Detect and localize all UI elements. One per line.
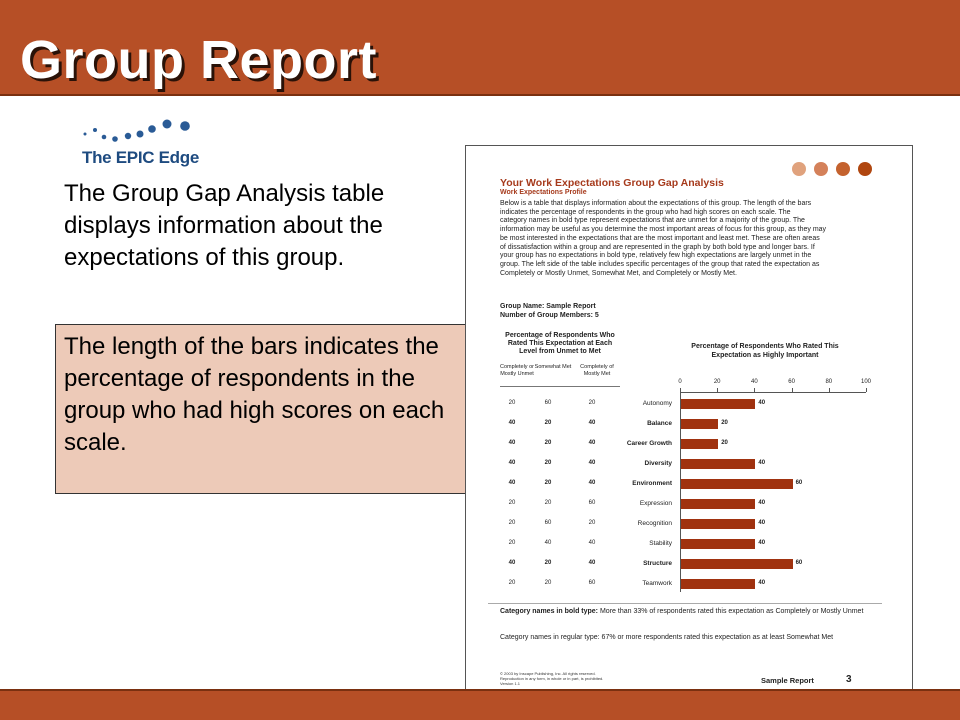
somewhat-value: 20 <box>544 480 552 486</box>
copyright-line: © 2003 by Inscape Publishing, Inc. All rights reserved. <box>500 671 596 676</box>
chart-bar <box>681 479 793 489</box>
somewhat-value: 20 <box>544 440 552 446</box>
footnote-bold-type <box>500 607 890 616</box>
col-header-unmet: Completely or Mostly Unmet <box>500 364 534 377</box>
bar-value-label: 40 <box>758 540 766 546</box>
met-value: 40 <box>588 560 596 566</box>
report-title: Your Work Expectations Group Gap Analysis <box>500 177 724 189</box>
x-tick-label: 40 <box>751 379 758 385</box>
chart-bar <box>681 439 718 449</box>
report-body-line: be most interested in the expectations that are the most important and least met. These are often areas <box>500 234 820 242</box>
met-value: 40 <box>588 420 596 426</box>
somewhat-value: 20 <box>544 420 552 426</box>
left-header-rule <box>500 386 620 387</box>
group-member-count: Number of Group Members: 5 <box>500 312 599 319</box>
met-value: 20 <box>588 400 596 406</box>
unmet-value: 20 <box>508 500 516 506</box>
report-page <box>465 145 913 701</box>
x-tick-label: 0 <box>678 379 682 385</box>
epic-edge-logo <box>82 118 202 173</box>
unmet-value: 40 <box>508 560 516 566</box>
report-subtitle: Work Expectations Profile <box>500 189 587 196</box>
report-body-line: your group has no expectations in bold type, relatively few high expectations are largely unmet in the <box>500 252 812 260</box>
report-body-line: group. The left side of the table includes specific percentages of the group that rated the expectation as <box>500 260 820 268</box>
group-name: Group Name: Sample Report <box>500 303 596 310</box>
bar-value-label: 40 <box>758 580 766 586</box>
somewhat-value: 60 <box>544 520 552 526</box>
category-label: Career Growth <box>626 440 672 447</box>
logo-dots-icon <box>82 118 202 150</box>
bar-value-label: 40 <box>758 520 766 526</box>
unmet-value: 20 <box>508 520 516 526</box>
category-label: Autonomy <box>642 400 672 407</box>
copyright-line: Version 1.1 <box>500 681 521 686</box>
bar-value-label: 20 <box>721 420 728 426</box>
met-value: 60 <box>588 580 596 586</box>
met-value: 20 <box>588 520 596 526</box>
bar-value-label: 40 <box>758 460 766 466</box>
bar-value-label: 60 <box>795 560 803 566</box>
chart-bar <box>681 579 755 589</box>
report-body-line: category names in bold type represent expectations that are unmet for a majority of the group. The <box>500 217 805 225</box>
somewhat-value: 20 <box>544 460 552 466</box>
unmet-value: 20 <box>508 580 516 586</box>
category-label: Structure <box>643 560 672 567</box>
bar-value-label: 60 <box>795 480 803 486</box>
col-header-met: Completely of Mostly Met <box>580 364 614 377</box>
title-bar <box>0 0 960 96</box>
chart-bar <box>681 559 793 569</box>
category-label: Teamwork <box>642 580 672 587</box>
page-number: 3 <box>846 674 852 685</box>
footnote-regular-type: Category names in regular type: 67% or more respondents rated this expectation as at least Somewhat Met <box>500 634 834 641</box>
slide-title: Group Report <box>20 30 377 90</box>
dot-icon <box>836 162 850 176</box>
unmet-value: 40 <box>508 440 516 446</box>
category-label: Environment <box>632 480 672 487</box>
somewhat-value: 40 <box>544 540 552 546</box>
chart-bar <box>681 399 755 409</box>
dot-icon <box>814 162 828 176</box>
chart-bar <box>681 459 755 469</box>
callout-box <box>55 324 471 494</box>
chart-bar <box>681 419 718 429</box>
category-label: Stability <box>649 540 672 547</box>
x-tick-label: 20 <box>713 379 721 385</box>
unmet-value: 20 <box>508 540 516 546</box>
somewhat-value: 20 <box>544 580 552 586</box>
report-dots <box>792 162 872 176</box>
report-body-line: Below is a table that displays information about the expectations of this group. The length of the bars <box>500 200 812 207</box>
met-value: 40 <box>588 540 596 546</box>
x-tick-label: 100 <box>860 379 871 385</box>
bar-value-label: 40 <box>758 400 766 406</box>
bar-value-label: 20 <box>721 440 728 446</box>
chart-title: Percentage of Respondents Who Rated This Expectation as Highly Important <box>691 343 839 359</box>
report-body-line: Completely or Mostly Unmet, Somewhat Met, and Completely or Mostly Met. <box>500 269 737 277</box>
x-tick-mark <box>866 388 867 392</box>
chart-bar <box>681 519 755 529</box>
somewhat-value: 20 <box>544 560 552 566</box>
chart-bar <box>681 539 755 549</box>
met-value: 40 <box>588 480 596 486</box>
category-label: Recognition <box>637 520 672 527</box>
somewhat-value: 20 <box>544 500 552 506</box>
bar-value-label: 40 <box>758 500 766 506</box>
report-body-line: information may be useful as you determine the most important areas of focus for this group, as they may <box>500 226 827 234</box>
met-value: 40 <box>588 460 596 466</box>
footnote-rule <box>488 603 882 604</box>
left-table-header: Percentage of Respondents Who Rated This Expectation at Each Level from Unmet to Met <box>505 332 615 355</box>
x-tick-label: 60 <box>788 379 795 385</box>
x-axis-line <box>680 392 866 393</box>
met-value: 40 <box>588 440 596 446</box>
dot-icon <box>858 162 872 176</box>
report-body <box>500 200 880 278</box>
callout-text: The length of the bars indicates the percentage of respondents in the group who had high scores on each scale. <box>64 333 445 456</box>
met-value: 60 <box>588 500 596 506</box>
copyright <box>500 671 690 686</box>
category-label: Expression <box>639 500 672 507</box>
somewhat-value: 60 <box>544 400 552 406</box>
report-footer-label: Sample Report <box>761 676 814 685</box>
x-tick-label: 80 <box>825 379 833 385</box>
category-label: Balance <box>647 420 672 427</box>
bottom-bar <box>0 689 960 720</box>
chart-bar <box>681 499 755 509</box>
copyright-line: Reproduction in any form, in whole or in part, is prohibited. <box>500 676 604 681</box>
unmet-value: 40 <box>508 420 516 426</box>
intro-text: The Group Gap Analysis table displays information about the expectations of this group. <box>64 180 385 271</box>
logo-wordmark: The EPIC Edge <box>82 148 200 167</box>
col-header-somewhat: Somewhat Met <box>534 364 572 370</box>
report-body-line: of dissatisfaction within a group and are represented in the graph by both bold type and longer bars. If <box>500 243 815 251</box>
category-label: Diversity <box>644 460 672 467</box>
footnote-bold-label: Category names in bold type: <box>500 608 599 615</box>
dot-icon <box>792 162 806 176</box>
footnote-bold-text: More than 33% of respondents rated this expectation as Completely or Mostly Unmet <box>598 608 864 615</box>
unmet-value: 40 <box>508 460 516 466</box>
report-body-line: indicates the percentage of respondents in the group who had high scores on each scale. The <box>500 208 791 216</box>
unmet-value: 40 <box>508 480 516 486</box>
unmet-value: 20 <box>508 400 516 406</box>
